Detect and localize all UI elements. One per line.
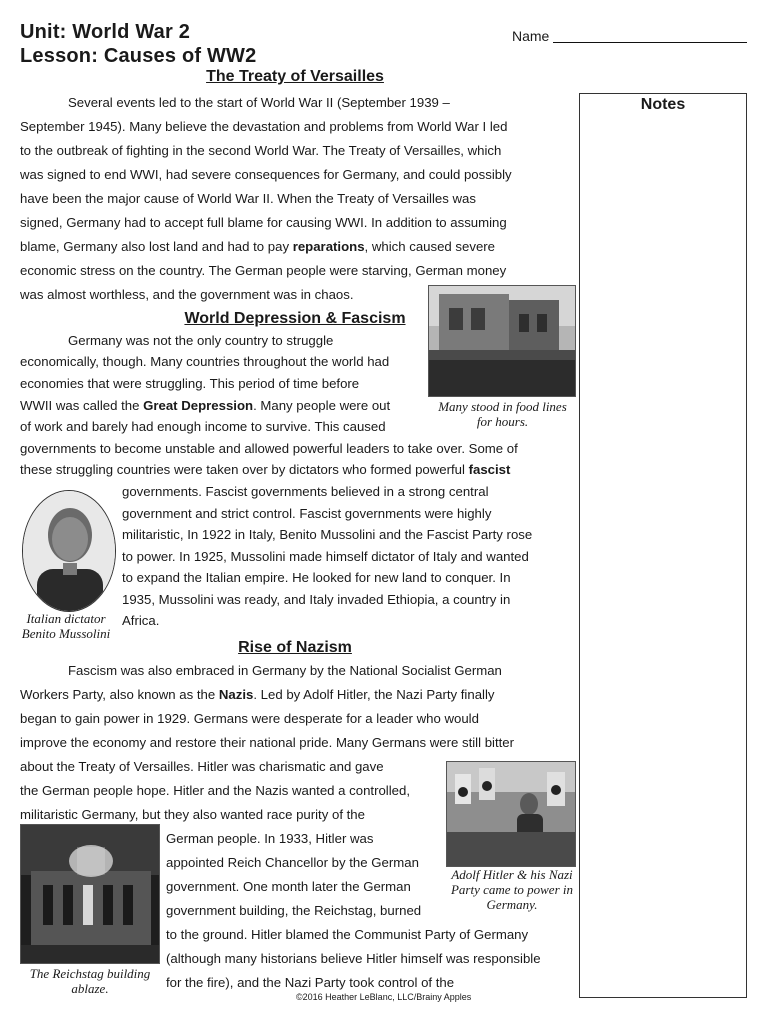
text-line: 1935, Mussolini was ready, and Italy invaded Ethiopia, a country in xyxy=(122,592,511,607)
text-span: these struggling countries were taken over by dictators who formed powerful xyxy=(20,462,469,477)
text-line: German people. In 1933, Hitler was xyxy=(166,831,374,846)
notes-box[interactable] xyxy=(579,93,747,998)
text-line: appointed Reich Chancellor by the German xyxy=(166,855,419,870)
term-nazis: Nazis xyxy=(218,687,254,702)
text-line: government building, the Reichstag, burned xyxy=(166,903,422,918)
unit-line: Unit: World War 2 xyxy=(20,21,191,43)
caption-hitler: Adolf Hitler & his Nazi Party came to power in Germany. xyxy=(450,867,574,912)
text-line: about the Treaty of Versailles. Hitler was charismatic and gave xyxy=(20,759,384,774)
food-lines-image xyxy=(429,286,576,397)
term-great-depression: Great Depression xyxy=(143,398,254,413)
text-line: was almost worthless, and the government was in chaos. xyxy=(20,287,354,302)
text-line: began to gain power in 1929. Germans were desperate for a leader who would xyxy=(20,711,479,726)
text-span: . Many people were out xyxy=(253,398,391,413)
text-line: governments. Fascist governments believed in a strong central xyxy=(122,484,489,499)
text-line: economies that were struggling. This period of time before xyxy=(20,376,360,391)
text-line: September 1945). Many believe the devastation and problems from World War I led xyxy=(20,119,508,134)
hitler-image xyxy=(447,762,576,867)
text-line: economic stress on the country. The German people were starving, German money xyxy=(20,263,507,278)
text-line: improve the economy and restore their national pride. Many Germans were still bitter xyxy=(20,735,515,750)
heading-depression: World Depression & Fascism xyxy=(184,310,406,327)
text-line xyxy=(20,462,510,478)
text-line: the German people hope. Hitler and the Nazis wanted a controlled, xyxy=(20,783,410,798)
mussolini-portrait xyxy=(22,490,116,612)
caption-food-lines: Many stood in food lines for hours. xyxy=(438,399,567,429)
text-span: . Led by Adolf Hitler, the Nazi Party finally xyxy=(253,687,495,702)
lesson-line: Lesson: Causes of WW2 xyxy=(20,45,257,67)
text-line: militaristic Germany, but they also wanted race purity of the xyxy=(20,807,365,822)
name-label: Name xyxy=(512,28,550,44)
text-line: (although many historians believe Hitler himself was responsible xyxy=(166,951,541,966)
footer-copyright: ©2016 Heather LeBlanc, LLC/Brainy Apples xyxy=(296,992,472,1002)
text-line: to expand the Italian empire. He looked for new land to conquer. In xyxy=(122,570,511,585)
food-lines-photo xyxy=(428,285,576,397)
text-line: to the ground. Hitler blamed the Communist Party of Germany xyxy=(166,927,529,942)
text-line: Germany was not the only country to struggle xyxy=(68,333,334,348)
caption-reichstag: The Reichstag building ablaze. xyxy=(29,966,151,996)
text-line: was signed to end WWI, had severe consequences for Germany, and could possibly xyxy=(20,167,512,182)
notes-title: Notes xyxy=(640,96,686,113)
heading-versailles: The Treaty of Versailles xyxy=(206,68,384,85)
hitler-photo xyxy=(446,761,576,867)
text-line: government and strict control. Fascist governments were highly xyxy=(122,506,492,521)
text-line: of work and barely had enough income to survive. This caused xyxy=(20,419,386,434)
reichstag-photo xyxy=(20,824,160,964)
text-line: for the fire), and the Nazi Party took control of the xyxy=(166,975,455,990)
text-span: Workers Party, also known as the xyxy=(20,687,219,702)
mussolini-image xyxy=(23,491,116,612)
text-line: government. One month later the German xyxy=(166,879,411,894)
text-line: governments to become unstable and allowed powerful leaders to take over. Some of xyxy=(20,441,518,456)
term-reparations: reparations xyxy=(292,239,365,254)
reichstag-image xyxy=(21,825,160,964)
text-line: Africa. xyxy=(122,613,160,628)
text-line: have been the major cause of World War II. When the Treaty of Versailles was xyxy=(20,191,476,206)
term-fascist: fascist xyxy=(468,462,511,477)
name-input-line[interactable] xyxy=(553,42,747,43)
text-span: blame, Germany also lost land and had to pay xyxy=(20,239,293,254)
text-span: , which caused severe xyxy=(364,239,496,254)
text-line: to power. In 1925, Mussolini made himself dictator of Italy and wanted xyxy=(122,549,529,564)
text-line: signed, Germany had to accept full blame for causing WWI. In addition to assuming xyxy=(20,215,507,230)
text-line: economically, though. Many countries throughout the world had xyxy=(20,354,390,369)
unit-title xyxy=(20,20,256,68)
text-line: Several events led to the start of World War II (September 1939 – xyxy=(68,95,450,110)
text-line: militaristic, In 1922 in Italy, Benito Mussolini and the Fascist Party rose xyxy=(122,527,533,542)
text-span: WWII was called the xyxy=(20,398,144,413)
text-line xyxy=(20,687,494,703)
heading-nazism: Rise of Nazism xyxy=(238,639,352,656)
text-line: to the outbreak of fighting in the second World War. The Treaty of Versailles, which xyxy=(20,143,502,158)
text-line xyxy=(20,239,495,255)
text-line xyxy=(20,398,390,414)
text-line: Fascism was also embraced in Germany by the National Socialist German xyxy=(68,663,502,678)
caption-mussolini: Italian dictator Benito Mussolini xyxy=(21,611,111,641)
